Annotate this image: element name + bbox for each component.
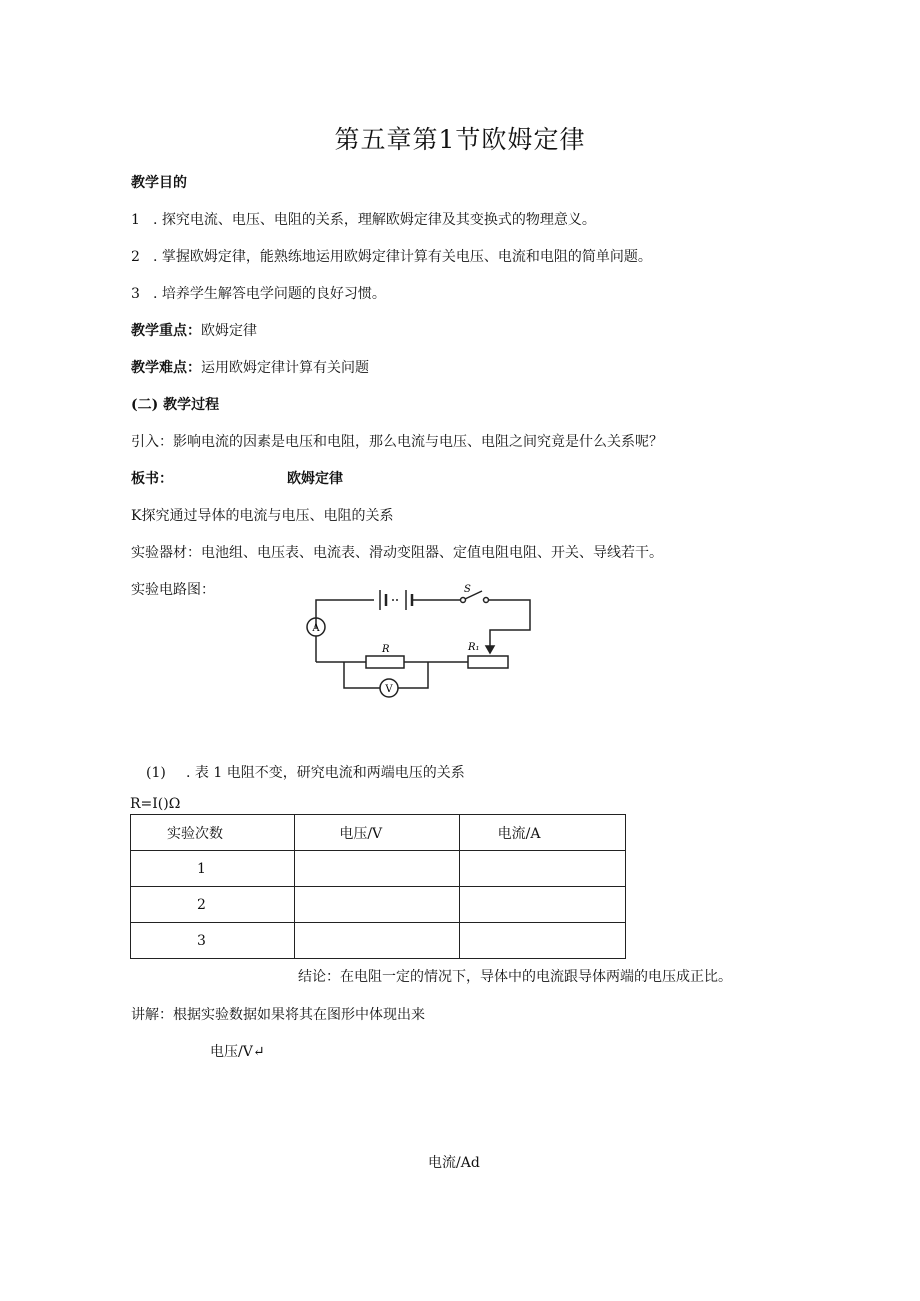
graph-y-label: 电压/V↵: [210, 1044, 265, 1060]
conclusion-text: 结论：在电阻一定的情况下，导体中的电流跟导体两端的电压成正比。: [298, 969, 732, 985]
table-cell: 2: [131, 887, 295, 923]
intro-text: 引入：影响电流的因素是电压和电阻，那么电流与电压、电阻之间究竟是什么关系呢？: [131, 434, 663, 450]
section-k: K探究通过导体的电流与电压、电阻的关系: [131, 508, 394, 524]
circuit-diagram: [296, 580, 546, 700]
table-header-cell: 电压/V: [295, 815, 459, 851]
table1-caption-text: . 表 1 电阻不变，研究电流和两端电压的关系: [186, 765, 465, 781]
table-cell: 3: [131, 923, 295, 959]
table-header-cell: 实验次数: [131, 815, 295, 851]
graph-x-label: 电流/Ad: [428, 1155, 480, 1171]
difficulty-text: 运用欧姆定律计算有关问题: [201, 360, 369, 376]
key-point: [131, 320, 257, 340]
table-row: [131, 923, 626, 959]
objective-number: 2: [131, 249, 140, 265]
table1-caption: [146, 762, 465, 782]
switch-label: S: [464, 584, 471, 595]
objective-text: . 培养学生解答电学问题的良好习惯。: [153, 286, 386, 302]
objective-text: . 掌握欧姆定律，能熟练地运用欧姆定律计算有关电压、电流和电阻的简单问题。: [153, 249, 652, 265]
objective-item-3: [131, 283, 386, 303]
resistance-note: R=I()Ω: [130, 796, 181, 812]
rheostat-label: R₁: [468, 642, 480, 653]
objective-text: . 探究电流、电压、电阻的关系，理解欧姆定律及其变换式的物理意义。: [153, 212, 596, 228]
resistor-r: [366, 656, 404, 668]
board-text: 欧姆定律: [287, 471, 343, 487]
objective-number: 1: [131, 212, 140, 228]
table-header-cell: 电流/A: [459, 815, 625, 851]
table-cell: [459, 851, 625, 887]
table-cell: [459, 923, 625, 959]
page-title: 第五章第1节欧姆定律: [334, 125, 586, 154]
key-point-text: 欧姆定律: [201, 323, 257, 339]
board-line: [131, 468, 343, 488]
table-cell: [295, 851, 459, 887]
table-cell: [295, 923, 459, 959]
explanation-text: 讲解：根据实验数据如果将其在图形中体现出来: [131, 1007, 425, 1023]
table-row: [131, 851, 626, 887]
table-row: [131, 887, 626, 923]
voltmeter-label: V: [385, 684, 393, 695]
table-cell: 1: [131, 851, 295, 887]
difficulty: [131, 357, 369, 377]
wire-top-right: [488, 600, 530, 646]
ammeter-label: A: [312, 623, 320, 634]
table-cell: [295, 887, 459, 923]
difficulty-label: 教学难点：: [131, 360, 201, 376]
objectives-heading: 教学目的: [131, 175, 187, 191]
board-label: 板书：: [131, 471, 173, 487]
switch-contact: [484, 598, 489, 603]
circuit-label: 实验电路图：: [131, 582, 215, 598]
table-cell: [459, 887, 625, 923]
table-header-row: [131, 815, 626, 851]
data-table: [130, 814, 626, 959]
wire-voltmeter-right: [398, 662, 428, 688]
wire-voltmeter-left: [344, 662, 380, 688]
slider-arrow: [486, 646, 494, 653]
rheostat-r1: [468, 656, 508, 668]
objective-item-2: [131, 246, 652, 266]
table1-caption-number: (1): [146, 765, 166, 781]
objective-number: 3: [131, 286, 140, 302]
resistor-label: R: [382, 644, 390, 655]
equipment-text: 实验器材：电池组、电压表、电流表、滑动变阻器、定值电阻电阻、开关、导线若干。: [131, 545, 663, 561]
switch-contact: [461, 598, 466, 603]
process-heading: (二) 教学过程: [131, 397, 220, 413]
key-point-label: 教学重点：: [131, 323, 201, 339]
objective-item-1: [131, 209, 596, 229]
